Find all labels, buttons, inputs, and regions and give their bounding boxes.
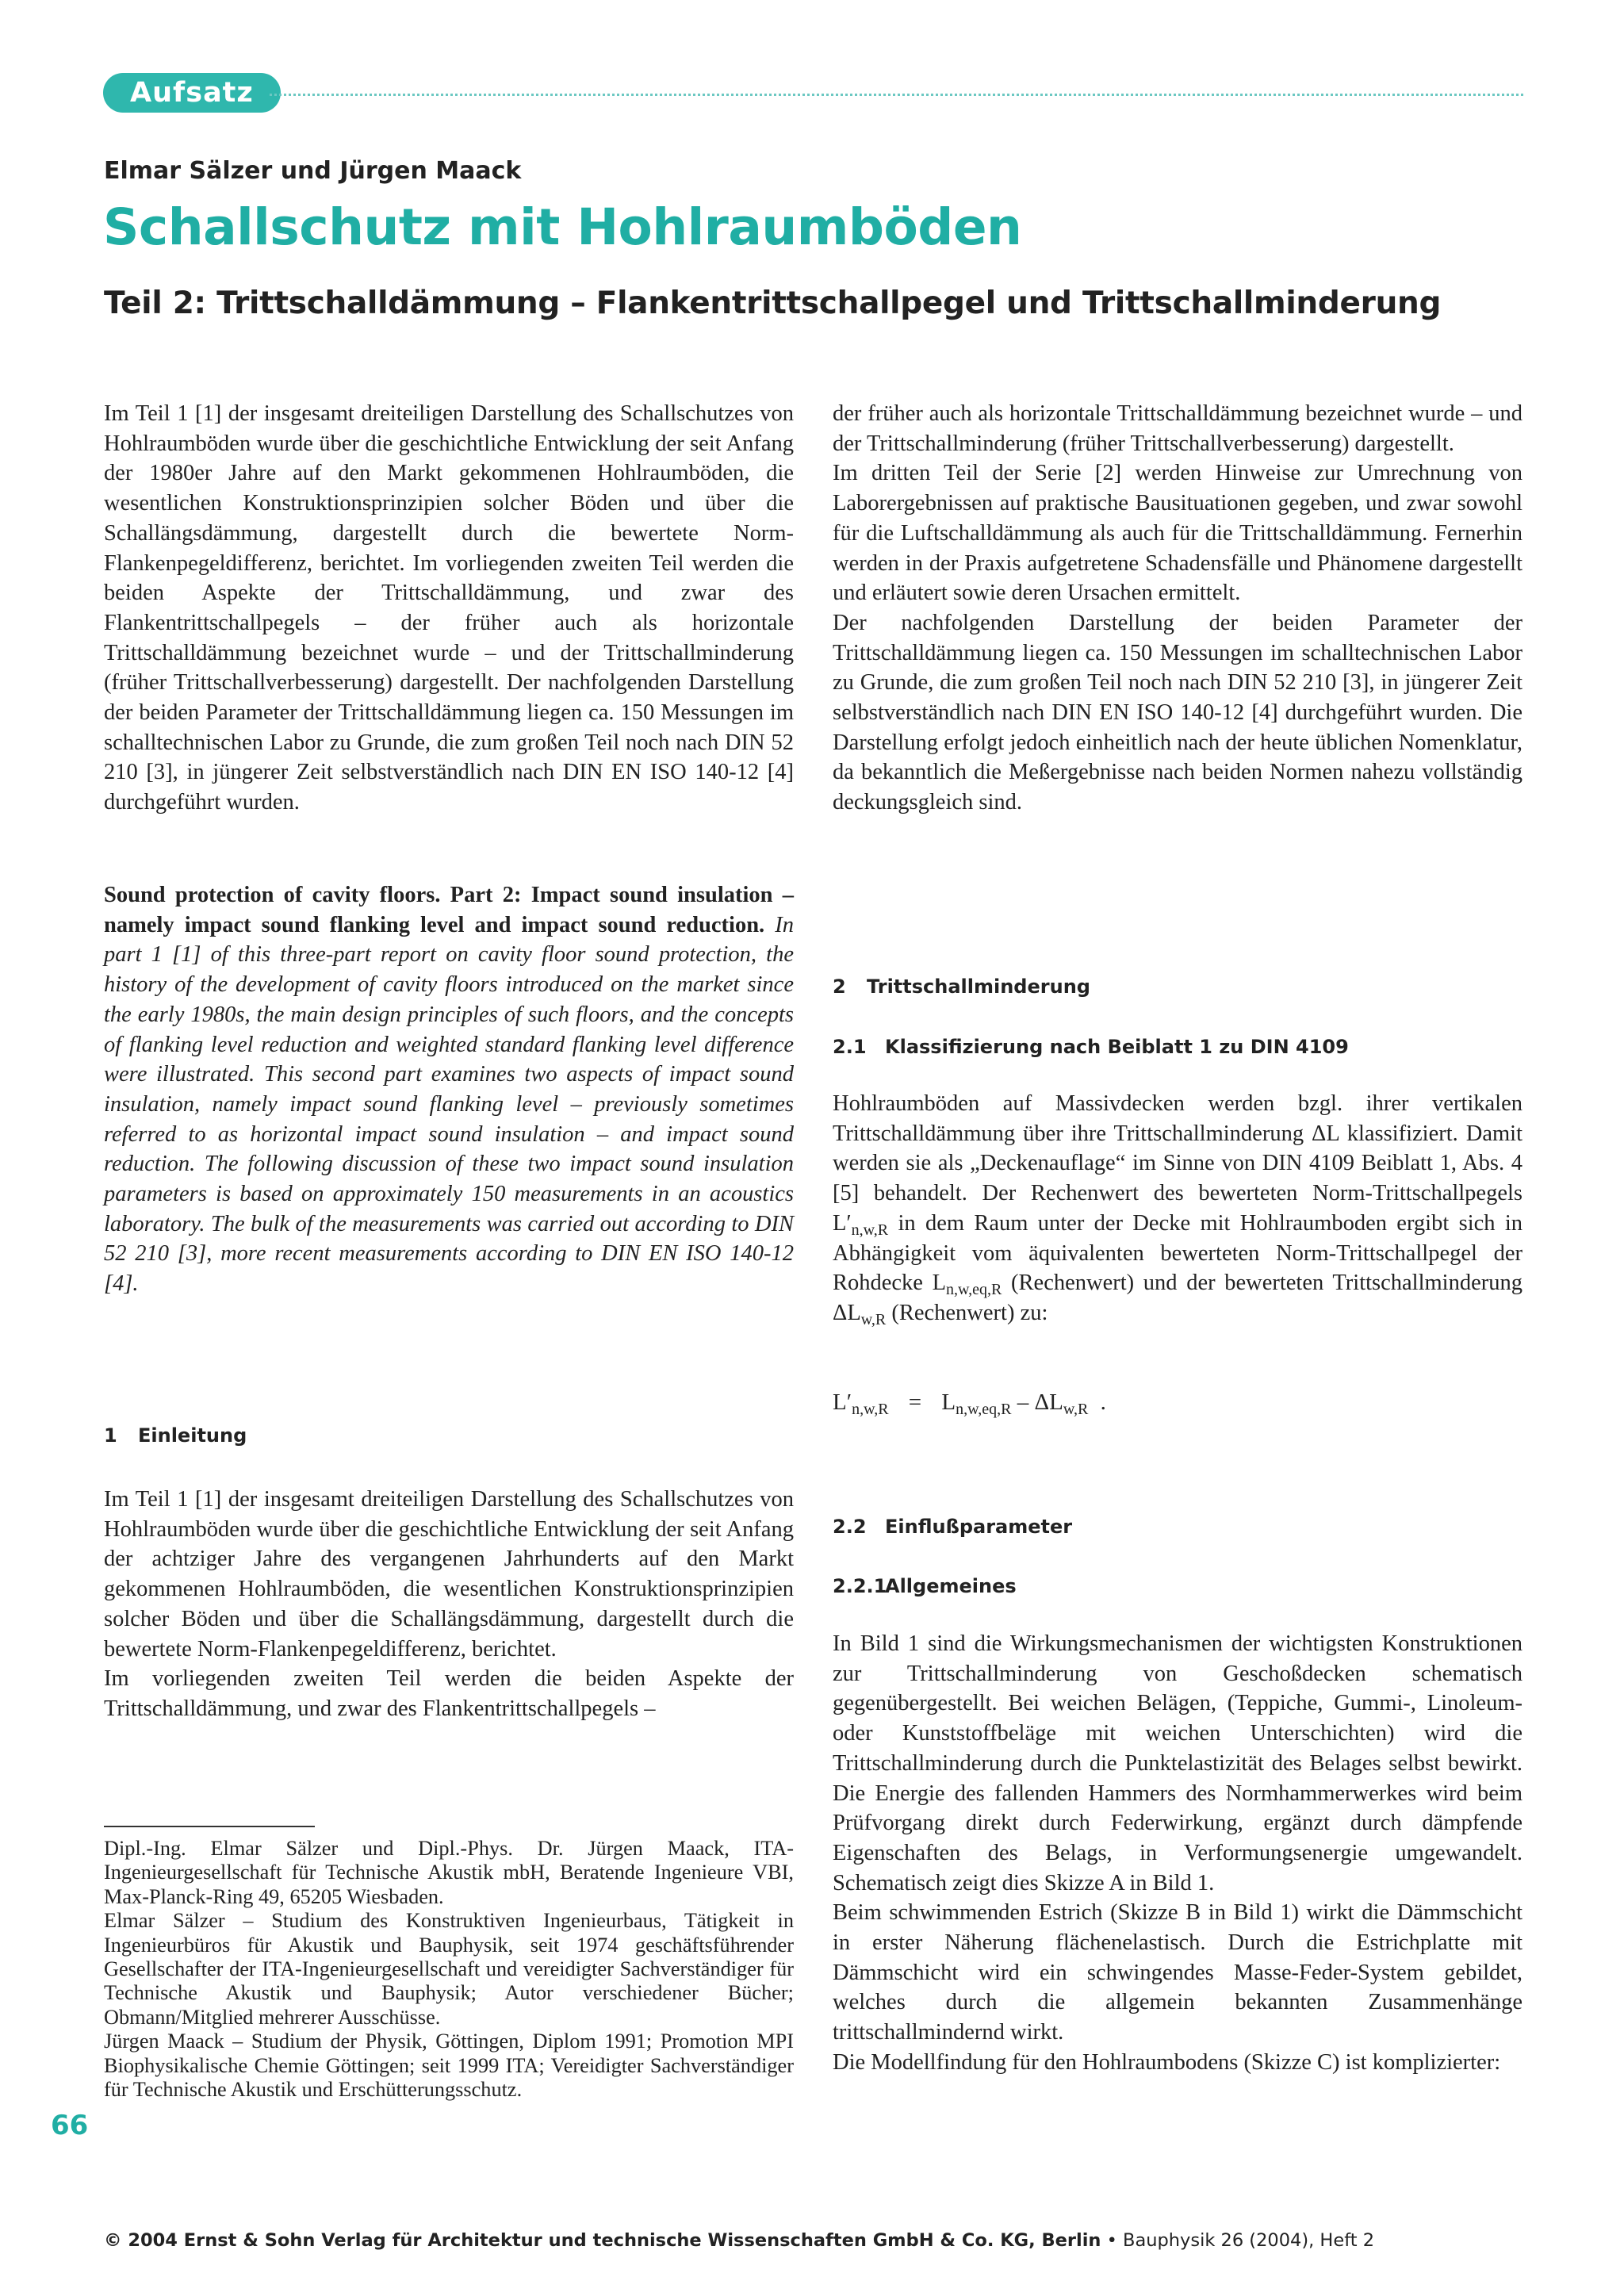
s221-paragraph-1: In Bild 1 sind die Wirkungsmechanismen der wichtigsten Konstruktionen zur Trittschallminderung von Geschoßdecken schematisch gegenübergestellt. Bei weichen Belägen, (Teppiche, Gummi-, Linoleum- oder Kunststoffbeläge mit weichen Unterschichten) wird die Trittschallminderung durch die Punktelastizität des Belages selbst bewirkt. Die Energie des fallenden Hammers des Normhammerwerkes wird beim Prüfvorgang direkt durch Federwirkung, ergänzt durch dämpfende Eigenschaften des Belags, in Verformungsenergie umgewandelt. Schematisch zeigt dies Skizze A in Bild 1. bbox=[833, 1631, 1522, 1895]
article-authors: Elmar Sälzer und Jürgen Maack bbox=[104, 157, 522, 185]
section-2-2-1-title: Allgemeines bbox=[885, 1575, 1017, 1597]
s221-paragraph-3: Die Modellfindung für den Hohlraumbodens (Skizze C) ist komplizierter: bbox=[833, 2049, 1501, 2075]
section-1-body bbox=[104, 1485, 794, 1724]
right-paragraph-2: Im dritten Teil der Serie [2] werden Hinweise zur Umrechnung von Laborergebnissen auf praktische Bausituationen gegeben, und zwar sowohl für die Luftschalldämmung als auch für die Trittschalldämmung. Fernerhin werden in der Praxis aufgetretene Schadensfälle und Phänomene dargestellt und erläutert sowie deren Ursachen ermittelt. bbox=[833, 461, 1522, 606]
intro-paragraph: Im Teil 1 [1] der insgesamt dreiteiligen Darstellung des Schallschutzes von Hohlraumböden wurde über die geschichtliche Entwicklung der seit Anfang der 1980er Jahre auf den Markt gekommenen Hohlraumböden, die wesentlichen Konstruktionsprinzipien solcher Böden und über die Schallängsdämmung, dargestellt durch die bewertete Norm-Flankenpegeldifferenz, berichtet. Im vorliegenden zweiten Teil werden die beiden Aspekte der Trittschalldämmung, und zwar des Flankentrittschallpegels – der früher auch als horizontale Trittschalldämmung bezeichnet wurde – und der Trittschallminderung (früher Trittschallverbesserung) dargestellt. Der nachfolgenden Darstellung der beiden Parameter der Trittschalldämmung liegen ca. 150 Messungen im schalltechnischen Labor zu Grunde, die zum großen Teil noch nach DIN 52 210 [3], in jüngerer Zeit selbstverständlich nach DIN EN ISO 140-12 [4] durchgeführt wurden. bbox=[104, 401, 794, 815]
right-paragraph-3: Der nachfolgenden Darstellung der beiden Parameter der Trittschalldämmung liegen ca. 150 Messungen im schalltechnischen Labor zu Grunde, die zum großen Teil noch nach DIN 52 210 [3], in jüngerer Zeit selbstverständlich nach DIN EN ISO 140-12 [4] durchgeführt wurden. Die Darstellung erfolgt jedoch einheitlich nach der heute üblichen Nomenklatur, da bekanntlich die Meßergebnisse nach beiden Normen nahezu vollständig deckungsgleich sind. bbox=[833, 610, 1522, 815]
article-subtitle: Teil 2: Trittschalldämmung – Flankentrittschallpegel und Trittschallminderung bbox=[104, 286, 1442, 321]
footnote-bio-maack: Jürgen Maack – Studium der Physik, Göttingen, Diplom 1991; Promotion MPI Biophysikalische Chemie Göttingen; seit 1999 ITA; Vereidigter Sachverständiger für Technische Akustik und Erschütterungsschutz. bbox=[104, 2030, 794, 2102]
section-2-2-1-heading bbox=[833, 1575, 1017, 1597]
abstract-body: In part 1 [1] of this three-part report on cavity floor sound protection, the history of the development of cavity floors introduced on the market since the early 1980s, the main design principles of such floors, and the concepts of flanking level reduction and weighted standard flanking level difference were illustrated. This second part examines two aspects of impact sound insulation, namely impact sound flanking level – previously sometimes referred to as horizontal impact sound insulation – and impact sound reduction. The following discussion of these two impact sound insulation parameters is based on approximately 150 measurements in an acoustics laboratory. The bulk of the measurements was carried out according to DIN 52 210 [3], more recent measurements according to DIN EN ISO 140-12 [4]. bbox=[104, 912, 794, 1297]
section-2-heading bbox=[833, 976, 1090, 998]
page-number: 66 bbox=[51, 2110, 89, 2141]
formula-period: . bbox=[1100, 1389, 1106, 1415]
section-2-2-1-number: 2.2.1 bbox=[833, 1575, 887, 1597]
section-2-2-number: 2.2 bbox=[833, 1516, 867, 1538]
section-2-1-heading bbox=[833, 1036, 1349, 1058]
author-footnote bbox=[104, 1837, 794, 2102]
footer-publisher: © 2004 Ernst & Sohn Verlag für Architektur und technische Wissenschaften GmbH & Co. KG, Berlin bbox=[104, 2230, 1101, 2251]
header-dotted-rule bbox=[270, 94, 1523, 96]
s21-sub-2: n,w,eq,R bbox=[946, 1281, 1002, 1299]
footnote-rule bbox=[104, 1826, 315, 1827]
page-footer bbox=[104, 2230, 1374, 2251]
abstract-paragraph bbox=[104, 880, 794, 1299]
section-2-title: Trittschallminderung bbox=[867, 976, 1090, 998]
s21-sub-1: n,w,R bbox=[851, 1221, 889, 1239]
section-1-number: 1 bbox=[104, 1424, 117, 1447]
s21-sub-3: w,R bbox=[860, 1310, 887, 1328]
section-2-2-title: Einflußparameter bbox=[885, 1516, 1073, 1538]
section-2-2-1-body bbox=[833, 1629, 1522, 2078]
formula-term-1-sub: n,w,eq,R bbox=[956, 1401, 1012, 1418]
section-1-paragraph-1: Im Teil 1 [1] der insgesamt dreiteiligen Darstellung des Schallschutzes von Hohlraumböden wurde über die geschichtliche Entwicklung der seit Anfang der achtziger Jahre des vergangenen Jahrhunderts auf den Markt gekommenen Hohlraumböden, die wesentlichen Konstruktionsprinzipien solcher Böden und über die Schallängsdämmung, dargestellt durch die bewertete Norm-Flankenpegeldifferenz, berichtet. bbox=[104, 1487, 794, 1662]
section-tag: Aufsatz bbox=[103, 73, 281, 113]
formula-equals: = bbox=[908, 1389, 922, 1415]
section-2-1-number: 2.1 bbox=[833, 1036, 867, 1058]
s21-text-b: in dem Raum unter der Decke mit Hohlraumboden ergibt sich in Abhängigkeit vom äquivalenten bewerteten Norm-Trittschallpegel der Rohdecke L bbox=[833, 1210, 1522, 1296]
section-2-1-paragraph bbox=[833, 1089, 1522, 1328]
equation bbox=[833, 1389, 1106, 1419]
formula-lhs-sub: n,w,R bbox=[852, 1401, 889, 1418]
s21-text-a: Hohlraumböden auf Massivdecken werden bzgl. ihrer vertikalen Trittschalldämmung über ihre Trittschallminderung ΔL klassifiziert. Damit werden sie als „Deckenauflage“ im Sinne von DIN 4109 Beiblatt 1, Abs. 4 [5] behandelt. Der Rechenwert des bewerteten Norm-Trittschallpegels L′ bbox=[833, 1091, 1522, 1236]
formula-minus-term: – ΔL bbox=[1017, 1389, 1063, 1415]
s21-text-d: (Rechenwert) zu: bbox=[886, 1300, 1048, 1325]
footnote-affiliation: Dipl.-Ing. Elmar Sälzer und Dipl.-Phys. Dr. Jürgen Maack, ITA-Ingenieurgesellschaft für Technische Akustik mbH, Beratende Ingenieure VBI, Max-Planck-Ring 49, 65205 Wiesbaden. bbox=[104, 1837, 794, 1908]
section-1-title: Einleitung bbox=[138, 1424, 247, 1447]
s21-text-c: (Rechenwert) und der bewerteten Trittschallminderung ΔL bbox=[833, 1271, 1522, 1325]
right-paragraph-1: der früher auch als horizontale Trittschalldämmung bezeichnet wurde – und der Trittschallminderung (früher Trittschallverbesserung) dargestellt. bbox=[833, 401, 1522, 456]
footer-journal: Bauphysik 26 (2004), Heft 2 bbox=[1123, 2230, 1375, 2251]
section-2-1-body bbox=[833, 1089, 1522, 1328]
left-column-intro bbox=[104, 399, 794, 818]
right-column-top bbox=[833, 399, 1522, 818]
english-abstract bbox=[104, 880, 794, 1299]
section-2-1-title: Klassifizierung nach Beiblatt 1 zu DIN 4109 bbox=[885, 1036, 1349, 1058]
s221-paragraph-2: Beim schwimmenden Estrich (Skizze B in Bild 1) wirkt die Dämmschicht in erster Näherung flächenelastisch. Durch die Estrichplatte mit Dämmschicht wird ein schwingendes Masse-Feder-System gebildet, welches durch die allgemein bekannten Zusammenhänge trittschallmindernd wirkt. bbox=[833, 1900, 1522, 2045]
section-1-heading bbox=[104, 1424, 247, 1447]
abstract-title: Sound protection of cavity floors. Part 2: Impact sound insulation – namely impact sound flanking level and impact sound reduction. bbox=[104, 883, 794, 937]
article-title: Schallschutz mit Hohlraumböden bbox=[103, 198, 1022, 256]
section-1-paragraph-2: Im vorliegenden zweiten Teil werden die beiden Aspekte der Trittschalldämmung, und zwar des Flankentrittschallpegels – bbox=[104, 1666, 794, 1721]
section-2-2-heading bbox=[833, 1516, 1072, 1538]
formula-term-2-sub: w,R bbox=[1063, 1401, 1089, 1418]
formula-lhs: L′ bbox=[833, 1389, 852, 1415]
footer-bullet: • bbox=[1106, 2230, 1117, 2251]
section-2-number: 2 bbox=[833, 976, 846, 998]
formula-term-1: L bbox=[941, 1389, 956, 1415]
footnote-bio-saelzer: Elmar Sälzer – Studium des Konstruktiven Ingenieurbaus, Tätigkeit in Ingenieurbüros für Akustik und Bauphysik, seit 1974 geschäftsführender Gesellschafter der ITA-Ingenieurgesellschaft und vereidigter Sachverständiger für Technische Akustik und Bauphysik; Autor verschiedener Bücher; Obmann/Mitglied mehrerer Ausschüsse. bbox=[104, 1909, 794, 2029]
